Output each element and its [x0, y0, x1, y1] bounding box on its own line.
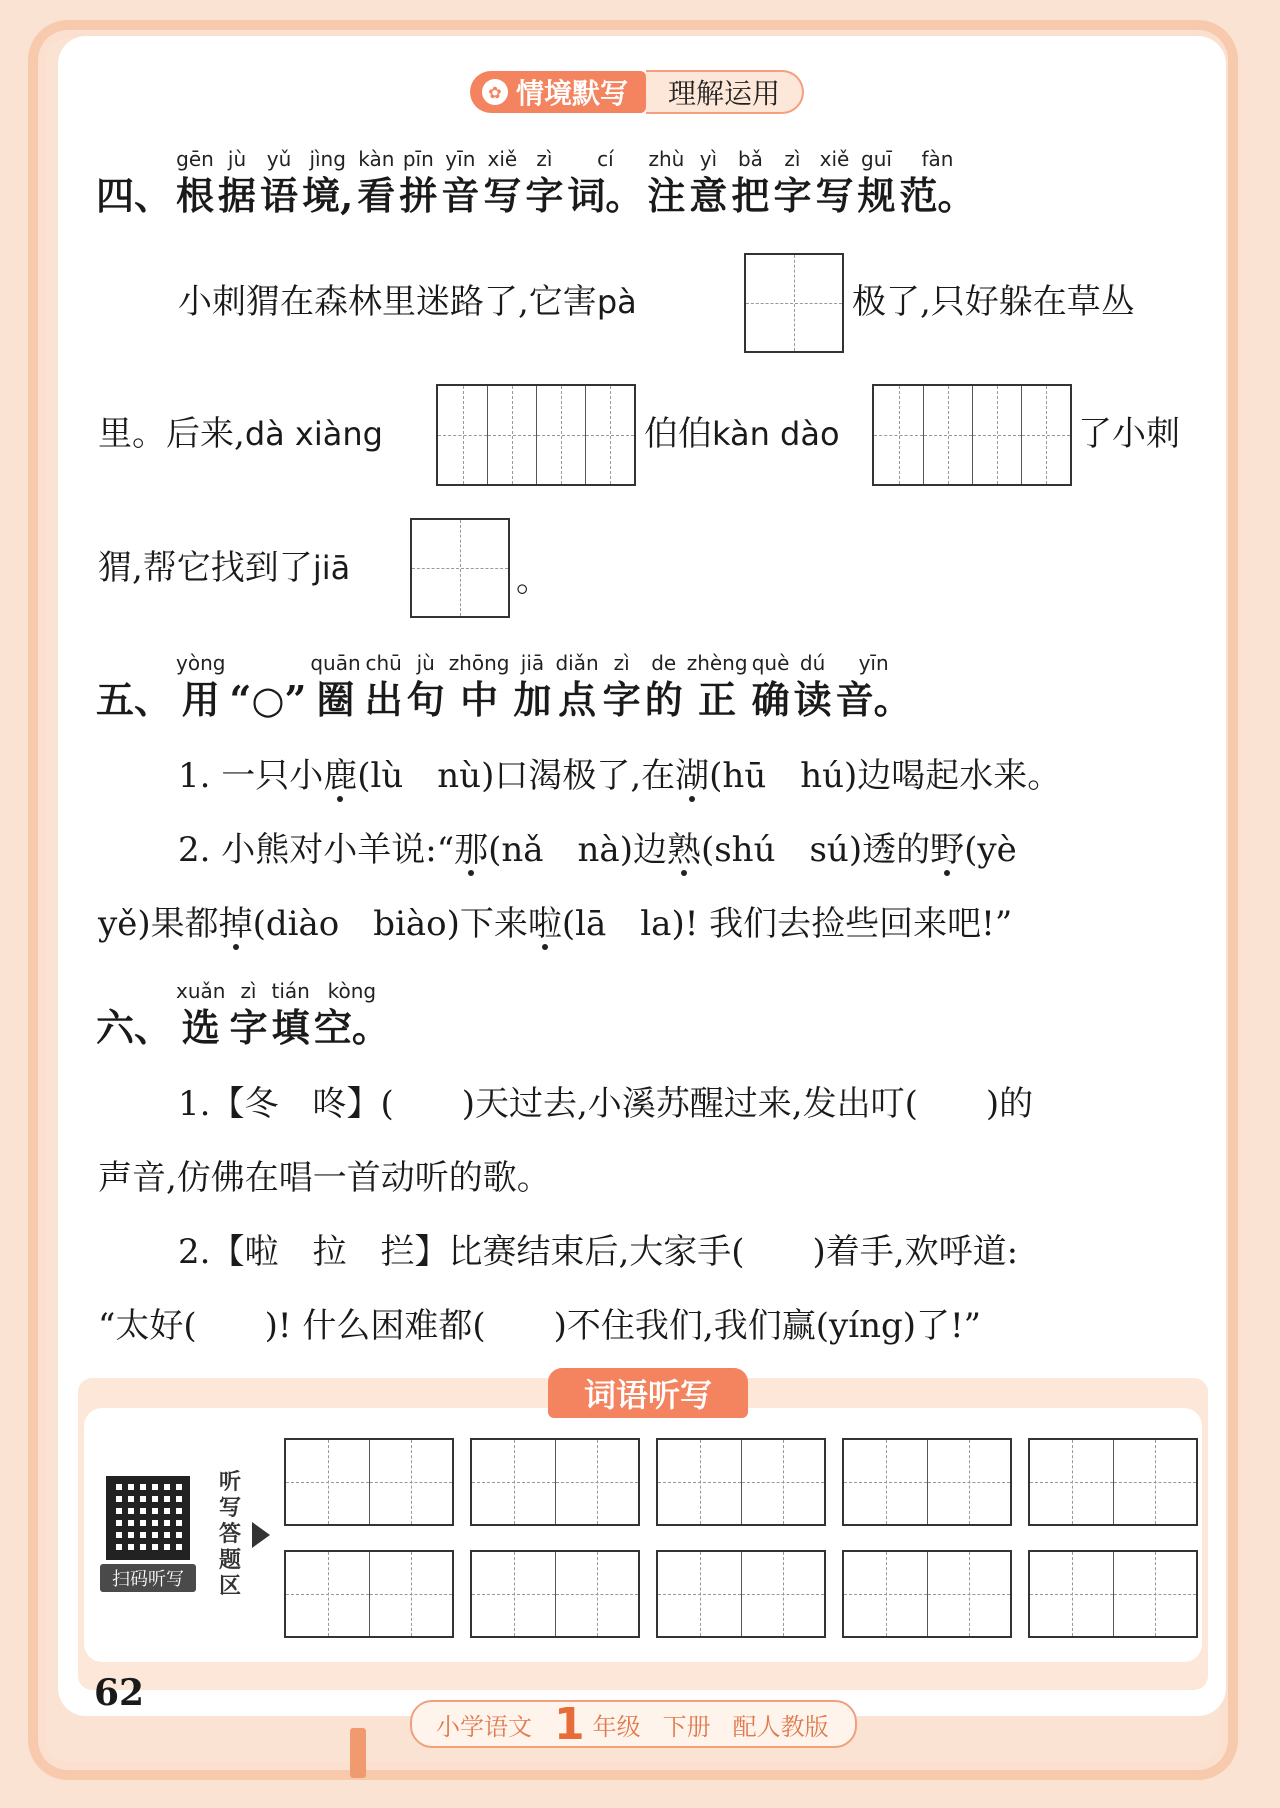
- section4-title-pinyin: yǔ: [266, 147, 292, 171]
- dictation-cell[interactable]: [844, 1552, 927, 1636]
- section4-title-hanzi: 范。: [899, 173, 976, 218]
- section4-title-hanzi: 字: [773, 173, 812, 218]
- section6-title-char: [229, 978, 267, 1052]
- section5-title-hanzi: 音。: [835, 677, 912, 722]
- section4-title-char: [857, 146, 895, 220]
- section4-line3-pinyin: jiā: [312, 549, 351, 587]
- section5-title-hanzi: 句: [406, 677, 445, 722]
- dictation-cell[interactable]: [741, 1552, 824, 1636]
- header-tag-main: [470, 71, 646, 113]
- dictation-tab: 词语听写: [548, 1368, 748, 1418]
- q1-dotted-char-2: 湖: [675, 756, 710, 796]
- section4-line2-pinyin1: dà xiàng: [244, 415, 383, 453]
- section4-title-char: [483, 146, 521, 220]
- medal-icon: ✿: [482, 79, 508, 105]
- section5-title-char: [645, 650, 683, 724]
- section5-title-char: [310, 650, 360, 724]
- section6-title-char: [96, 978, 172, 1052]
- section4-title-hanzi: 规: [857, 173, 896, 218]
- answer-grid-pa[interactable]: [744, 253, 844, 353]
- section5-title-hanzi: “○”: [229, 677, 307, 722]
- section4-title-hanzi: 据: [218, 173, 257, 218]
- section5-title-pinyin: zì: [613, 651, 630, 675]
- section4-title-pinyin: pīn: [402, 147, 434, 171]
- section5-title-char: [603, 650, 641, 724]
- header-tag-sub: 理解运用: [646, 70, 804, 114]
- section4-title-pinyin: zhù: [648, 147, 685, 171]
- section5-title-hanzi: 的: [644, 677, 683, 722]
- section4-title-hanzi: 拼: [399, 173, 438, 218]
- section4-title-char: [731, 146, 769, 220]
- section5-title-pinyin: quān: [310, 651, 361, 675]
- footer-grade-text: 年级: [592, 1712, 641, 1741]
- section4-title-char: [218, 146, 256, 220]
- section5-title-hanzi: 字: [602, 677, 641, 722]
- section4-title-char: [815, 146, 853, 220]
- section5-title-char: [752, 650, 790, 724]
- dictation-grid[interactable]: [284, 1550, 454, 1638]
- section6-title-hanzi: 空。: [313, 1005, 390, 1050]
- section6-q2-line2: “太好( )! 什么困难都( )不住我们,我们赢(yíng)了!”: [98, 1306, 982, 1346]
- dictation-grid[interactable]: [470, 1550, 640, 1638]
- section6-title-pinyin: kòng: [327, 979, 377, 1003]
- dictation-cell[interactable]: [1113, 1440, 1196, 1524]
- answer-grid-daxiang[interactable]: [436, 384, 636, 486]
- section4-line1-b: 极了,只好躲在草丛: [852, 282, 1135, 322]
- dictation-cell[interactable]: [844, 1440, 927, 1524]
- section4-title-char: [689, 146, 727, 220]
- section4-title-pinyin: gēn: [176, 147, 214, 171]
- section4-title-hanzi: 四、: [96, 173, 173, 218]
- section5-title-char: [555, 650, 598, 724]
- q2l2-text-b: (diào biào)下来: [252, 904, 528, 944]
- q1-text-a: 1. 一只小: [178, 756, 324, 796]
- dictation-cell[interactable]: [555, 1552, 638, 1636]
- dictation-cell[interactable]: [286, 1440, 369, 1524]
- section5-q1: [178, 752, 1061, 800]
- section-header-tag: [470, 70, 804, 114]
- q2-dotted-char-2: 熟: [666, 830, 701, 870]
- footer-term: 下册: [662, 1712, 711, 1741]
- section4-title-pinyin: xiě: [819, 147, 850, 171]
- section5-title-char: [229, 650, 306, 724]
- section4-title-hanzi: 注: [647, 173, 686, 218]
- q1-dotted-char-1: 鹿: [323, 756, 358, 796]
- q1-text-c: (hū hú)边喝起水来。: [709, 756, 1062, 796]
- dictation-grid[interactable]: [842, 1550, 1012, 1638]
- section4-title-pinyin: [131, 146, 137, 172]
- section5-q2-line2: [98, 900, 1012, 948]
- section6-title-pinyin: zì: [240, 979, 257, 1003]
- section5-title-hanzi: 圈: [316, 677, 355, 722]
- section5-title-pinyin: jiā: [520, 651, 545, 675]
- section4-line2-mid: [644, 410, 840, 458]
- section5-title-hanzi: 出: [364, 677, 403, 722]
- dictation-cell[interactable]: [1030, 1440, 1113, 1524]
- scan-dictation-label[interactable]: 扫码听写: [100, 1564, 196, 1592]
- section5-title-hanzi: 加: [513, 677, 552, 722]
- section4-title-char: [399, 146, 437, 220]
- qr-code-icon[interactable]: [106, 1476, 190, 1560]
- section4-title-hanzi: 把: [731, 173, 770, 218]
- section5-title-char: [407, 650, 445, 724]
- answer-area-label: 听写答题区: [218, 1470, 241, 1599]
- section4-title-hanzi: 字: [525, 173, 564, 218]
- section5-title-pinyin: zhèng: [686, 651, 748, 675]
- q2l2-dotted-char-2: 啦: [527, 904, 562, 944]
- q1-text-b: (lù nù)口渴极了,在: [357, 756, 676, 796]
- section4-title-char: [773, 146, 811, 220]
- section5-title-char: [836, 650, 912, 724]
- dictation-cell[interactable]: [927, 1440, 1010, 1524]
- section5-title-pinyin: [131, 650, 137, 676]
- section4-title-pinyin: zì: [536, 147, 553, 171]
- dictation-cell[interactable]: [1113, 1552, 1196, 1636]
- footer-subject: 小学语文: [436, 1712, 532, 1741]
- section6-q1-line1: 1.【冬 咚】( )天过去,小溪苏醒过来,发出叮( )的: [178, 1084, 1034, 1124]
- q2-dotted-char-1: 那: [454, 830, 489, 870]
- section4-title-pinyin: fàn: [921, 147, 954, 171]
- section4-line3-a: 猬,帮它找到了: [98, 548, 313, 588]
- q2-dotted-char-3: 野: [930, 830, 965, 870]
- section4-title-pinyin: guī: [861, 147, 892, 171]
- section4-title-hanzi: 词。: [567, 173, 644, 218]
- section4-title-char: [525, 146, 563, 220]
- section4-title-hanzi: 意: [689, 173, 728, 218]
- section6-title-pinyin: [131, 978, 137, 1004]
- dictation-cell[interactable]: [927, 1552, 1010, 1636]
- section5-title-pinyin: què: [751, 651, 790, 675]
- answer-grid-kandao[interactable]: [872, 384, 1072, 486]
- section4-title-pinyin: yì: [699, 147, 718, 171]
- section4-title-pinyin: jìng: [309, 147, 346, 171]
- section4-title-hanzi: 写: [483, 173, 522, 218]
- section4-line1-a: 小刺猬在森林里迷路了,它害: [178, 282, 597, 322]
- spine-mark: [350, 1728, 366, 1778]
- q2-text-d: (yè: [964, 830, 1017, 870]
- dictation-grid[interactable]: [284, 1438, 454, 1526]
- section6-title-hanzi: 填: [271, 1005, 310, 1050]
- section6-title-char: [314, 978, 390, 1052]
- dictation-cell[interactable]: [369, 1552, 452, 1636]
- section4-title-pinyin: cí: [597, 147, 614, 171]
- section4-title-char: [567, 146, 643, 220]
- section4-title-pinyin: zì: [784, 147, 801, 171]
- section4-title-pinyin: yīn: [445, 147, 476, 171]
- section4-line3-text: [98, 544, 350, 592]
- footer-grade-number: 1: [554, 1698, 585, 1750]
- section5-title-char: [365, 650, 403, 724]
- section5-title-hanzi: 正: [698, 677, 737, 722]
- section4-line2-a: 里。后来,: [98, 414, 245, 454]
- section4-title: [96, 146, 980, 220]
- section5-title-hanzi: 读: [793, 677, 832, 722]
- section6-q1-line2: 声音,仿佛在唱一首动听的歌。: [98, 1158, 551, 1198]
- section6-title-char: [176, 978, 225, 1052]
- section4-title-char: [176, 146, 214, 220]
- dictation-cell[interactable]: [472, 1552, 555, 1636]
- section5-title-hanzi: 五、: [96, 677, 173, 722]
- section5-title-pinyin: jù: [416, 651, 435, 675]
- section4-title-pinyin: jù: [227, 147, 247, 171]
- section4-title-hanzi: 写: [815, 173, 854, 218]
- section5-title-pinyin: dú: [799, 651, 826, 675]
- section4-line2-text: [98, 410, 383, 458]
- section6-q2-line1: 2.【啦 拉 拦】比赛结束后,大家手( )着手,欢呼道:: [178, 1232, 1019, 1272]
- section4-line1-text: [178, 278, 637, 326]
- section6-title-pinyin: tián: [271, 979, 310, 1003]
- section5-q2-line1: [178, 826, 1017, 874]
- section5-title-char: [176, 650, 225, 724]
- answer-grid-jia[interactable]: [410, 518, 510, 618]
- dictation-cell[interactable]: [1030, 1552, 1113, 1636]
- dictation-cell[interactable]: [369, 1440, 452, 1524]
- section5-title-char: [449, 650, 510, 724]
- dictation-grid[interactable]: [656, 1550, 826, 1638]
- dictation-cell[interactable]: [658, 1440, 741, 1524]
- section5-title-hanzi: 中: [460, 677, 499, 722]
- section4-title-hanzi: 看: [357, 173, 396, 218]
- section4-title-char: [441, 146, 479, 220]
- dictation-grid[interactable]: [1028, 1550, 1198, 1638]
- section4-title-pinyin: xiě: [487, 147, 518, 171]
- section4-line2-pinyin2: kàn dào: [712, 415, 840, 453]
- section4-title-hanzi: 语: [260, 173, 299, 218]
- footer-book-info: [410, 1700, 857, 1748]
- section6-title-hanzi: 选: [181, 1005, 220, 1050]
- q2-text-c: (shú sú)透的: [700, 830, 931, 870]
- section4-title-hanzi: 根: [176, 173, 215, 218]
- section4-title-pinyin: bǎ: [737, 147, 763, 171]
- dictation-grid[interactable]: [470, 1438, 640, 1526]
- section5-title-char: [513, 650, 551, 724]
- header-tag-main-label: 情境默写: [516, 77, 629, 110]
- section4-title-char: [302, 146, 353, 220]
- q2l2-text-a: yě)果都: [98, 904, 219, 944]
- section4-title-pinyin: kàn: [358, 147, 395, 171]
- q2l2-text-c: (lā la)! 我们去捡些回来吧!”: [561, 904, 1013, 944]
- section5-title-hanzi: 确: [751, 677, 790, 722]
- section5-title-hanzi: 点: [558, 677, 597, 722]
- dictation-grid[interactable]: [842, 1438, 1012, 1526]
- section5-title-pinyin: yòng: [176, 651, 226, 675]
- page-number: 62: [94, 1672, 145, 1714]
- section5-title: [96, 650, 916, 724]
- section5-title-char: [96, 650, 172, 724]
- section4-title-char: [357, 146, 395, 220]
- section4-title-hanzi: 音: [441, 173, 480, 218]
- dictation-grid[interactable]: [1028, 1438, 1198, 1526]
- section4-line2-c: 了小刺: [1078, 414, 1180, 454]
- section5-title-char: [794, 650, 832, 724]
- dictation-cell[interactable]: [555, 1440, 638, 1524]
- section4-title-char: [96, 146, 172, 220]
- section4-title-hanzi: 境,: [302, 173, 354, 218]
- section6-title-char: [271, 978, 309, 1052]
- dictation-cell[interactable]: [286, 1552, 369, 1636]
- section5-title-hanzi: 用: [181, 677, 220, 722]
- q2l2-dotted-char-1: 掉: [218, 904, 253, 944]
- q2-text-a: 2. 小熊对小羊说:“: [178, 830, 455, 870]
- section5-title-pinyin: chū: [365, 651, 402, 675]
- footer-edition: 配人教版: [732, 1712, 829, 1741]
- section4-title-char: [260, 146, 298, 220]
- section5-title-pinyin: zhōng: [448, 651, 510, 675]
- section5-title-char: [687, 650, 748, 724]
- section6-title-pinyin: xuǎn: [176, 979, 226, 1003]
- dictation-cell[interactable]: [741, 1440, 824, 1524]
- play-arrow-icon: [252, 1522, 270, 1548]
- section4-line3-end: 。: [516, 560, 550, 600]
- q2-text-b: (nǎ nà)边: [488, 830, 667, 870]
- section5-title-pinyin: [265, 650, 271, 676]
- section5-title-pinyin: yīn: [858, 651, 889, 675]
- section6-title: [96, 978, 394, 1052]
- section6-title-hanzi: 六、: [96, 1005, 173, 1050]
- section5-title-pinyin: de: [651, 651, 677, 675]
- section6-title-hanzi: 字: [229, 1005, 268, 1050]
- section4-line2-b: 伯伯: [644, 414, 712, 454]
- dictation-grid[interactable]: [656, 1438, 826, 1526]
- dictation-cell[interactable]: [658, 1552, 741, 1636]
- section4-title-char: [647, 146, 685, 220]
- section4-line1-pinyin: pà: [596, 283, 637, 321]
- dictation-cell[interactable]: [472, 1440, 555, 1524]
- section5-title-pinyin: diǎn: [555, 651, 599, 675]
- section4-title-char: [899, 146, 975, 220]
